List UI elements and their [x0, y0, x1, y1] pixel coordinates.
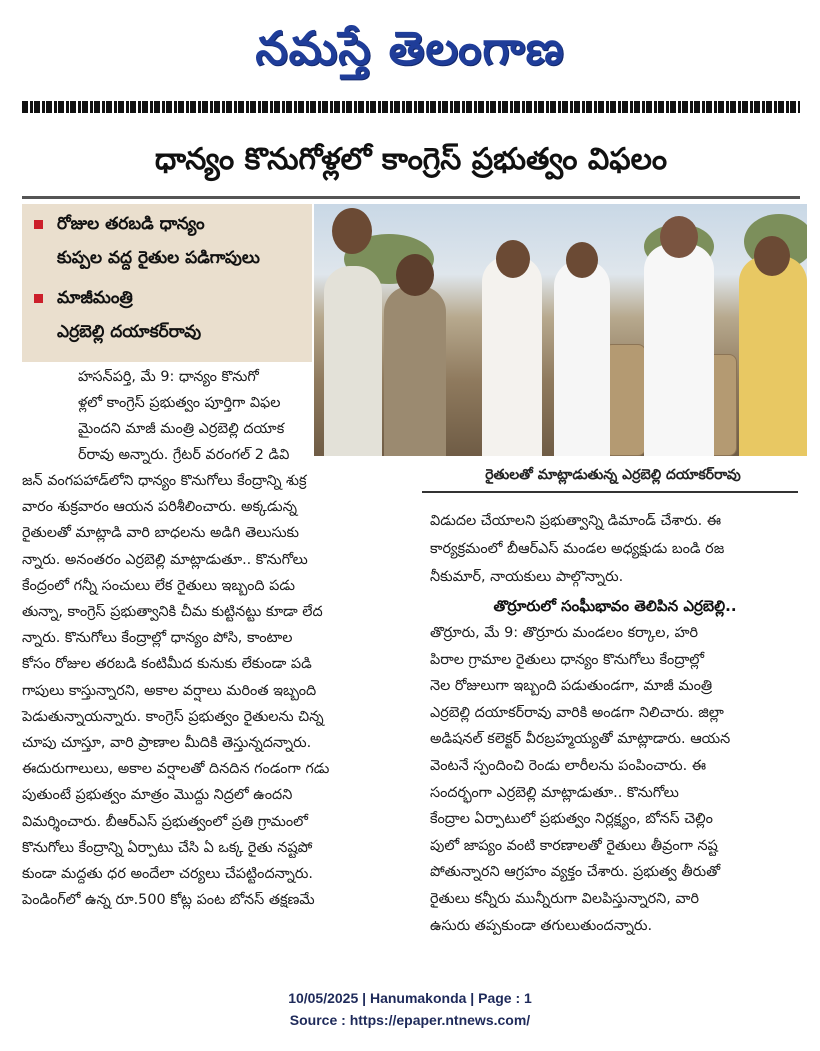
article-line: న్నారు. కొనుగోలు కేంద్రాల్లో ధాన్యం పోసి, కాంటాల: [22, 630, 293, 647]
masthead-logo: [200, 8, 620, 88]
masthead-title: నమస్తే తెలంగాణ: [255, 21, 565, 75]
article-line: పుతుంటే ప్రభుత్వం మాత్రం మొద్దు నిద్రలో ఉందని: [22, 787, 293, 804]
person-head: [754, 236, 790, 276]
caption-rule: [422, 491, 798, 493]
article-line: న్నారు. అనంతరం ఎర్రబెల్లి మాట్లాడుతూ.. కొనుగోలు: [22, 551, 308, 568]
article-line: గాపులు కాస్తున్నారని, అకాల వర్షాలు మరింత ఇబ్బంది: [22, 682, 317, 699]
article-line: కేంద్రాల ఏర్పాటులో ప్రభుత్వం నిర్లక్ష్యం, బోనస్ చెల్లిం: [430, 811, 713, 828]
article-line: రైతులతో మాట్లాడి వారి బాధలను అడిగి తెలుసుకు: [22, 525, 300, 542]
article-line: పులో జాప్యం వంటి కారణాలతో రైతులు తీవ్రంగా నష్ట: [430, 837, 718, 854]
subheadline: తొర్రూరులో సంఘీభావం తెలిపిన ఎర్రబెల్లి..: [493, 597, 737, 615]
bullet-icon: [34, 220, 43, 229]
article-line: జన్ వంగపహాడ్‌లోని ధాన్యం కొనుగోలు కేంద్రాన్ని శుక్ర: [22, 473, 307, 489]
article-line: రైతులు కన్నీరు మున్నీరుగా విలపిస్తున్నారని, వారి: [430, 891, 699, 907]
footer-date-edition: 10/05/2025 | Hanumakonda | Page : 1: [288, 990, 532, 1006]
article-line: వారం శుక్రవారం ఆయన పరిశీలించారు. అక్కడున్న: [22, 499, 297, 516]
person-head: [566, 242, 598, 278]
person-figure: [482, 256, 542, 456]
bullet-icon: [34, 294, 43, 303]
article-line: విమర్శించారు. బీఆర్‌ఎస్ ప్రభుత్వంలో ప్రతి గ్రామంలో: [22, 813, 308, 830]
highlight-text: మాజీమంత్రి: [57, 288, 133, 308]
highlight-2-line2: ఎర్రబెల్లి దయాకర్‌రావు: [57, 322, 202, 342]
highlight-2-line1: [34, 288, 133, 312]
article-line: మైందని మాజీ మంత్రి ఎర్రబెల్లి దయాక: [78, 421, 285, 437]
person-figure: [324, 266, 382, 456]
highlight-1-line1: [34, 214, 205, 238]
article-line: ఉసురు తప్పకుండా తగులుతుందన్నారు.: [430, 917, 653, 934]
masthead-rule: [22, 101, 800, 113]
person-figure: [644, 244, 714, 456]
article-line: కార్యక్రమంలో బీఆర్‌ఎస్ మండల అధ్యక్షుడు బండి రజ: [430, 541, 725, 557]
article-line: ర్‌రావు అన్నారు. గ్రేటర్ వరంగల్ 2 డివి: [78, 447, 290, 463]
article-line: తొర్రూరు, మే 9: తొర్రూరు మండలం కర్కాల, హరి: [430, 625, 699, 641]
article-line: ఈదురుగాలులు, అకాల వర్షాలతో దినదిన గండంగా గడు: [22, 761, 330, 778]
headline: ధాన్యం కొనుగోళ్లలో కాంగ్రెస్ ప్రభుత్వం విఫలం: [154, 142, 668, 177]
person-head: [332, 208, 372, 254]
article-line: కేంద్రంలో గన్నీ సంచులు లేక రైతులు ఇబ్బంది పడు: [22, 577, 295, 594]
article-line: వెంటనే స్పందించి రెండు లారీలను పంపించారు. ఈ: [430, 758, 707, 774]
article-line: హసన్‌పర్తి, మే 9: ధాన్యం కొనుగో: [78, 369, 259, 385]
headline-rule: [22, 196, 800, 199]
article-line: విడుదల చేయాలని ప్రభుత్వాన్ని డిమాండ్ చేశారు. ఈ: [430, 513, 722, 529]
article-line: కోసం రోజుల తరబడి కంటిమీద కునుకు లేకుండా పడి: [22, 656, 312, 673]
person-figure: [739, 256, 807, 456]
person-head: [496, 240, 530, 278]
article-line: కుండా మద్దతు ధర అందేలా చర్యలు చేపట్టిందన్నారు.: [22, 866, 313, 882]
grain-sack: [604, 344, 646, 456]
article-line: పోతున్నారని ఆగ్రహం వ్యక్తం చేశారు. ప్రభుత్వ తీరుతో: [430, 864, 721, 881]
article-line: నెల రోజులుగా ఇబ్బంది పడుతుండగా, మాజీ మంత్రి: [430, 678, 713, 695]
person-head: [396, 254, 434, 296]
news-photo: [314, 204, 807, 456]
photo-caption: రైతులతో మాట్లాడుతున్న ఎర్రబెల్లి దయాకర్‌రావు: [485, 467, 741, 483]
article-line: పిరాల గ్రామాల రైతులు ధాన్యం కొనుగోలు కేంద్రాల్లో: [430, 651, 705, 668]
highlights-box: [22, 204, 312, 362]
article-line: అడిషనల్ కలెక్టర్ వీరబ్రహ్మయ్యతో మాట్లాడారు. ఆయన: [430, 731, 731, 748]
article-line: చూపు చూస్తూ, వారి ప్రాణాల మీదికి తెస్తున్నదన్నారు.: [22, 735, 312, 751]
person-figure: [554, 260, 610, 456]
article-line: ళ్లలో కాంగ్రెస్ ప్రభుత్వం పూర్తిగా విఫల: [78, 395, 281, 411]
article-line: ఎర్రబెల్లి దయాకర్‌రావు వారికి అండగా నిలిచారు. జిల్లా: [430, 704, 724, 721]
article-line: పెడుతున్నాయన్నారు. కాంగ్రెస్ ప్రభుత్వం రైతులను చిన్న: [22, 708, 324, 725]
person-head: [660, 216, 698, 258]
article-line: పెండింగ్‌లో ఉన్న రూ.500 కోట్ల పంట బోనస్ తక్షణమే: [22, 892, 315, 909]
person-figure: [384, 286, 446, 456]
article-line: కొనుగోలు కేంద్రాన్ని ఏర్పాటు చేసి ఏ ఒక్క రైతు నష్టపో: [22, 839, 313, 856]
article-line: సందర్భంగా ఎర్రబెల్లి మాట్లాడుతూ.. కొనుగోలు: [430, 784, 679, 801]
highlight-text: రోజుల తరబడి ధాన్యం: [57, 214, 205, 234]
highlight-1-line2: కుప్పల వద్ద రైతుల పడిగాపులు: [57, 248, 260, 268]
article-line: తున్నా, కాంగ్రెస్ ప్రభుత్వానికి చీమ కుట్టినట్టు కూడా లేద: [22, 604, 323, 620]
article-line: నీకుమార్, నాయకులు పాల్గొన్నారు.: [430, 569, 624, 585]
footer-source: Source : https://epaper.ntnews.com/: [289, 1012, 531, 1028]
